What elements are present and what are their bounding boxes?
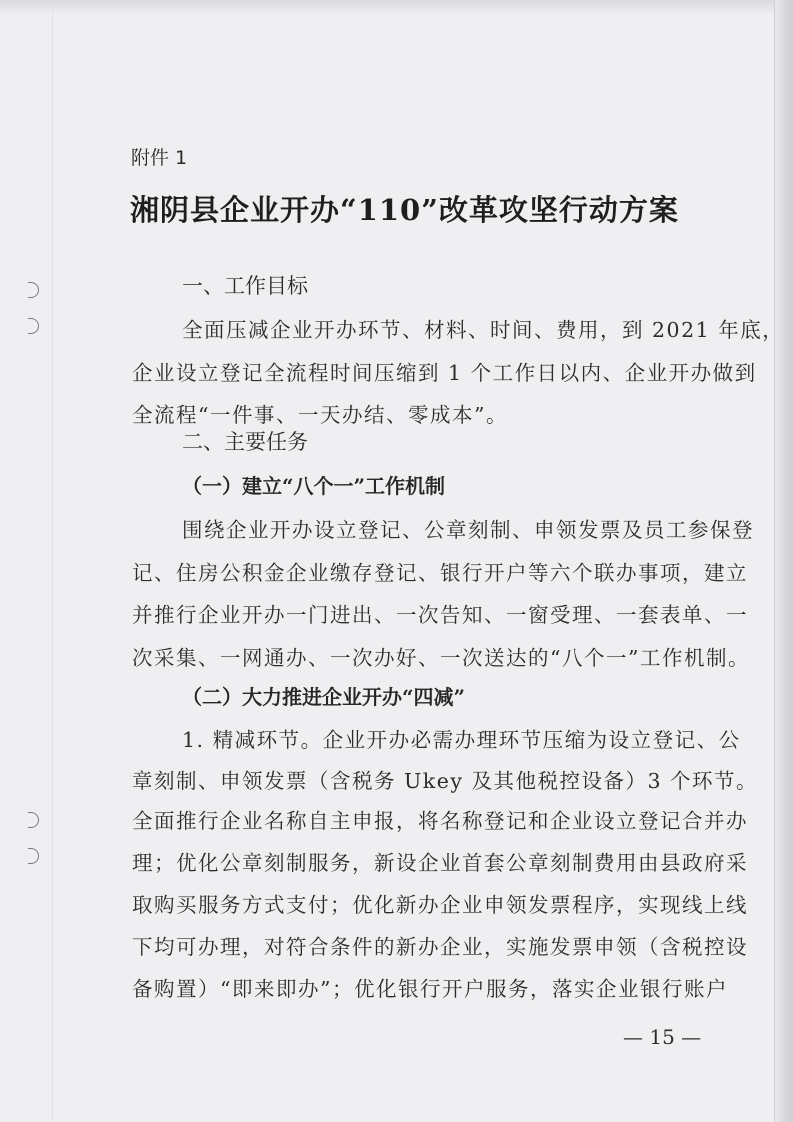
document-title: 湘阴县企业开办“110”改革攻坚行动方案 [130, 193, 679, 227]
paragraph-line: 章刻制、申领发票（含税务 Ukey 及其他税控设备）3 个环节。 [132, 769, 759, 793]
attachment-label: 附件 1 [131, 147, 188, 169]
paragraph-line: 取购买服务方式支付；优化新办企业申领发票程序，实现线上线 [132, 893, 748, 917]
paragraph-line: 全面压减企业开办环节、材料、时间、费用，到 2021 年底， [182, 318, 785, 342]
paragraph-line: 下均可办理，对符合条件的新办企业，实施发票申领（含税控设 [132, 935, 748, 959]
paragraph-line: 围绕企业开办设立登记、公章刻制、申领发票及员工参保登 [182, 518, 754, 542]
subsection2-heading: （二）大力推进企业开办“四减” [182, 685, 466, 709]
paragraph-line: 企业设立登记全流程时间压缩到 1 个工作日以内、企业开办做到 [132, 361, 757, 385]
paragraph-line: 全流程“一件事、一天办结、零成本”。 [132, 403, 508, 427]
paragraph-line: 备购置）“即来即办”；优化银行开户服务，落实企业银行账户 [132, 977, 728, 1001]
section2-heading: 二、主要任务 [182, 430, 308, 454]
paragraph-line: 次采集、一网通办、一次办好、一次送达的“八个一”工作机制。 [132, 646, 750, 670]
section1-heading: 一、工作目标 [182, 274, 308, 298]
paragraph-line: 并推行企业开办一门进出、一次告知、一窗受理、一套表单、一 [132, 603, 748, 627]
paragraph-line: 1. 精减环节。企业开办必需办理环节压缩为设立登记、公 [182, 728, 741, 752]
subsection1-heading: （一）建立“八个一”工作机制 [182, 474, 446, 498]
page-number: — 15 — [623, 1025, 702, 1049]
paragraph-line: 全面推行企业名称自主申报，将名称登记和企业设立登记合并办 [132, 809, 748, 833]
paragraph-line: 记、住房公积金企业缴存登记、银行开户等六个联办事项，建立 [132, 561, 748, 585]
paragraph-line: 理；优化公章刻制服务，新设企业首套公章刻制费用由县政府采 [132, 851, 748, 875]
